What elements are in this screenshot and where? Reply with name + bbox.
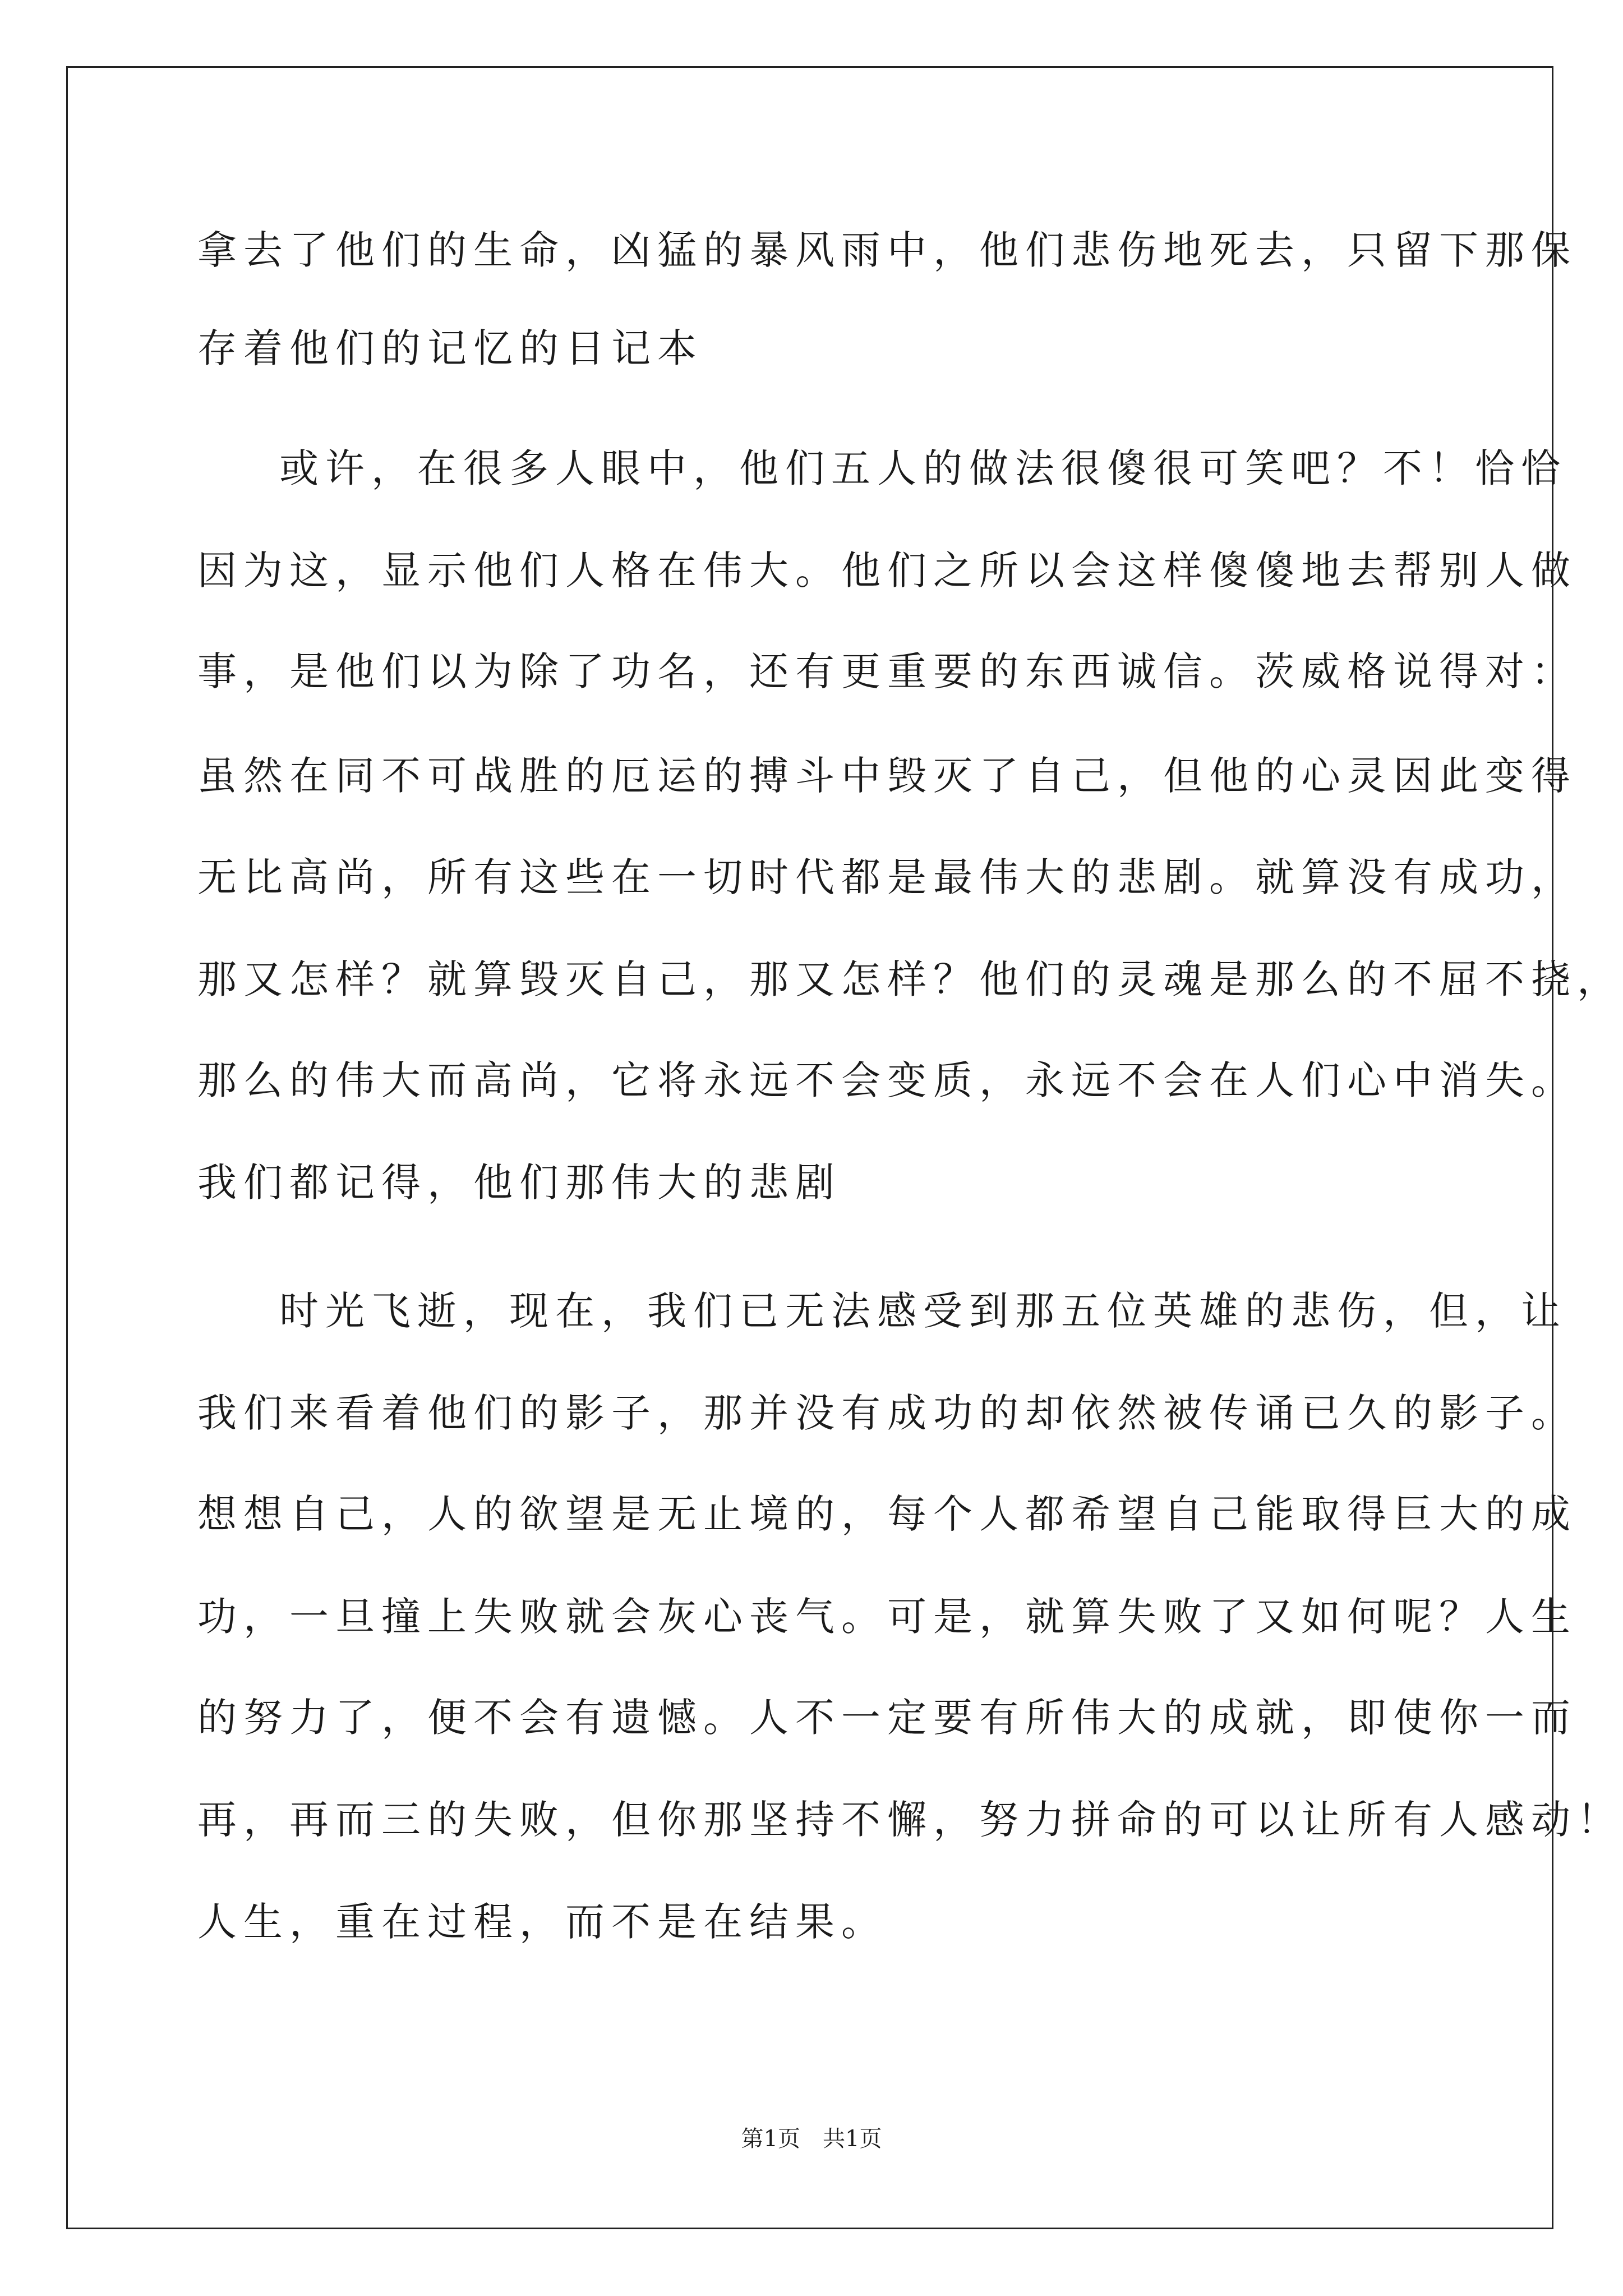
paragraph-first-line: 时光飞逝，现在，我们已无法感受到那五位英雄的悲伤，但，让 [279, 1288, 1567, 1334]
text-line: 再，再而三的失败，但你那坚持不懈，努力拼命的可以让所有人感动！ [197, 1797, 1623, 1843]
text-line: 事，是他们以为除了功名，还有更重要的东西诚信。茨威格说得对： [197, 648, 1577, 694]
text-line: 人生，重在过程，而不是在结果。 [197, 1899, 887, 1945]
text-line: 我们来看着他们的影子，那并没有成功的却依然被传诵已久的影子。 [197, 1390, 1577, 1436]
page-number-footer: 第1页 共1页 [741, 2126, 882, 2152]
text-line: 因为这，显示他们人格在伟大。他们之所以会这样傻傻地去帮别人做 [197, 547, 1577, 593]
text-line: 想想自己，人的欲望是无止境的，每个人都希望自己能取得巨大的成 [197, 1491, 1577, 1537]
paragraph-first-line: 或许，在很多人眼中，他们五人的做法很傻很可笑吧？不！恰恰 [279, 445, 1567, 491]
text-line: 我们都记得，他们那伟大的悲剧 [197, 1159, 841, 1205]
text-line: 的努力了，便不会有遗憾。人不一定要有所伟大的成就，即使你一而 [197, 1695, 1577, 1741]
text-line: 虽然在同不可战胜的厄运的搏斗中毁灭了自己，但他的心灵因此变得 [197, 753, 1577, 799]
text-line: 功，一旦撞上失败就会灰心丧气。可是，就算失败了又如何呢？人生 [197, 1594, 1577, 1640]
text-line: 那么的伟大而高尚，它将永远不会变质，永远不会在人们心中消失。 [197, 1057, 1577, 1103]
text-line: 拿去了他们的生命，凶猛的暴风雨中，他们悲伤地死去，只留下那保 [197, 227, 1577, 273]
text-line: 无比高尚，所有这些在一切时代都是最伟大的悲剧。就算没有成功， [197, 854, 1577, 900]
text-line: 存着他们的记忆的日记本 [197, 325, 703, 371]
text-line: 那又怎样？就算毁灭自己，那又怎样？他们的灵魂是那么的不屈不挠， [197, 956, 1623, 1002]
